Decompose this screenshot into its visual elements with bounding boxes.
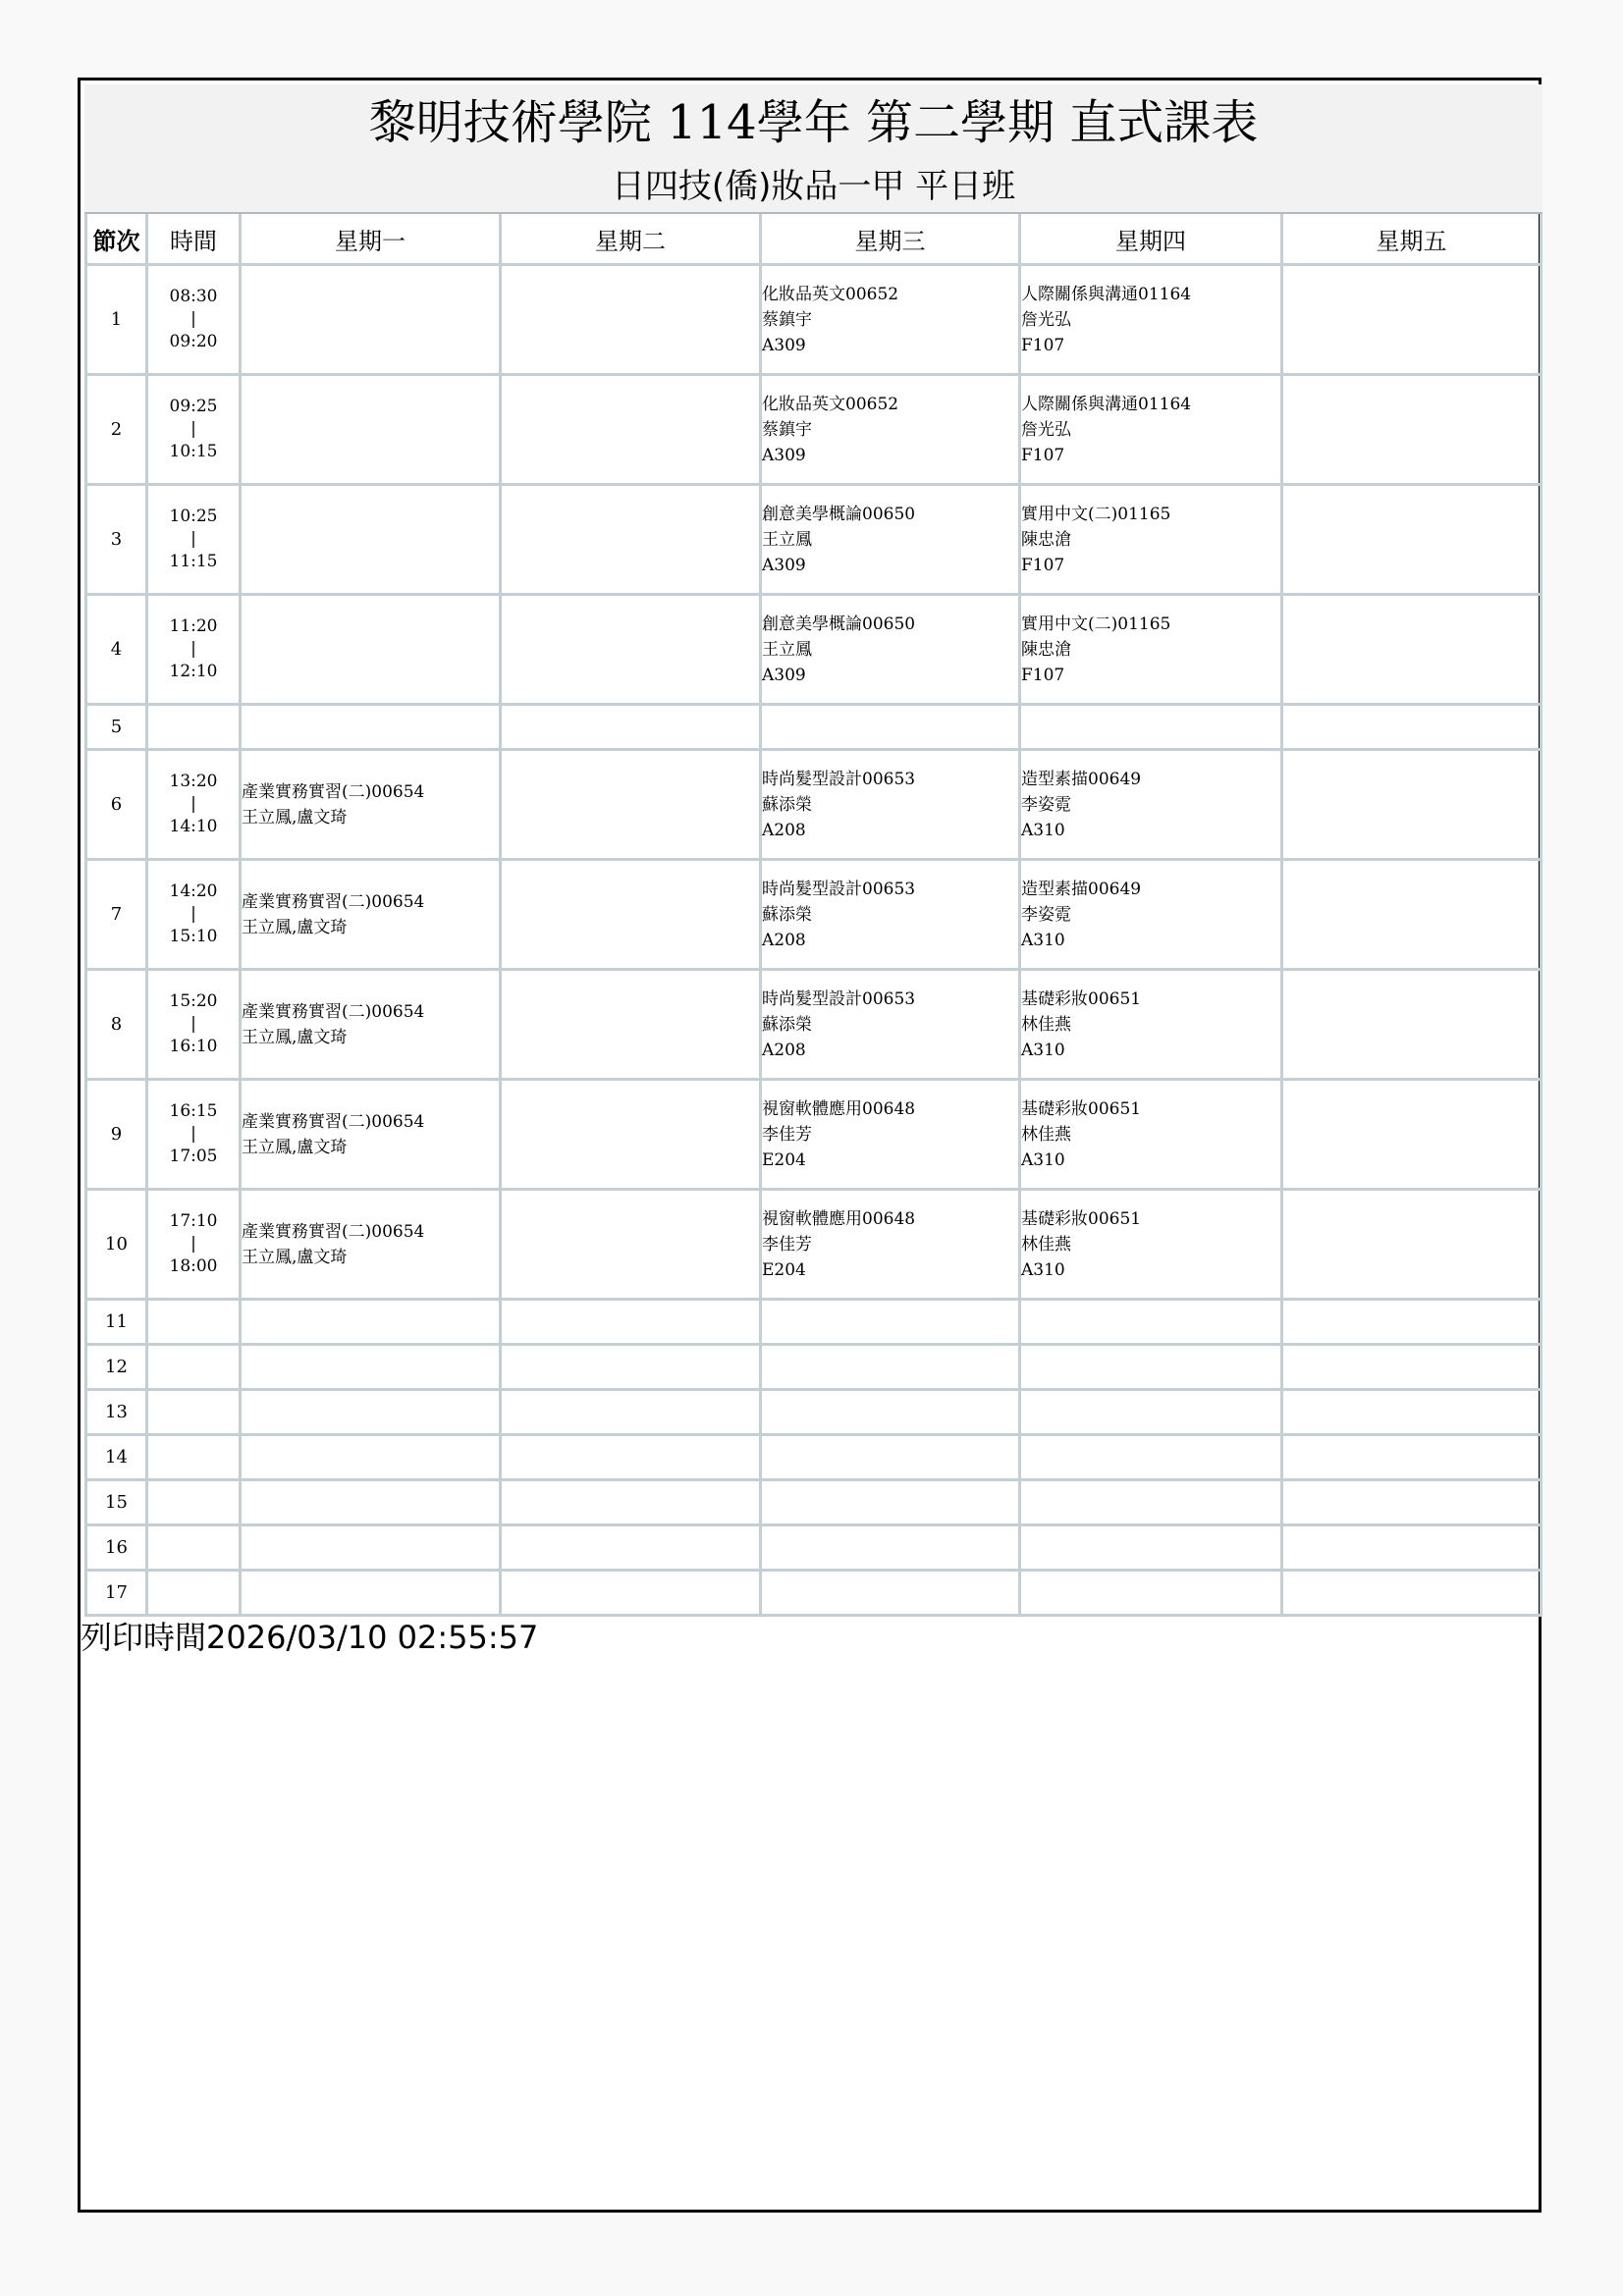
course-cell-thursday xyxy=(1021,266,1283,376)
time-line: 10:25 xyxy=(169,507,218,526)
course-cell-friday xyxy=(1283,486,1542,596)
instructor: 蘇添榮 xyxy=(762,1015,812,1035)
instructor: 王立鳳,盧文琦 xyxy=(242,1247,348,1267)
course-cell-tuesday xyxy=(502,266,762,376)
course-cell-thursday xyxy=(1021,1301,1283,1346)
course-cell-thursday xyxy=(1021,1526,1283,1572)
classroom: A309 xyxy=(762,556,806,575)
course-cell-monday xyxy=(242,596,502,706)
time-line: | xyxy=(190,1124,196,1144)
time-line: 16:10 xyxy=(169,1037,218,1056)
course-cell-friday xyxy=(1283,1481,1542,1526)
course-cell-friday xyxy=(1283,1572,1542,1617)
header-row xyxy=(84,214,1542,266)
table-row xyxy=(84,1436,1542,1481)
course-cell-thursday xyxy=(1021,1436,1283,1481)
course-cell-wednesday xyxy=(762,1481,1021,1526)
time-cell xyxy=(148,861,242,971)
course-cell-tuesday xyxy=(502,1436,762,1481)
course-cell-wednesday xyxy=(762,1436,1021,1481)
col-header-wednesday: 星期三 xyxy=(762,214,1021,266)
col-header-thursday: 星期四 xyxy=(1021,214,1283,266)
course-cell-thursday xyxy=(1021,1081,1283,1191)
course-name: 產業實務實習(二)00654 xyxy=(242,1221,425,1242)
period-cell: 17 xyxy=(84,1572,148,1617)
time-line: 11:15 xyxy=(169,552,218,571)
table-row xyxy=(84,1526,1542,1572)
time-cell xyxy=(148,1391,242,1436)
class-name: 日四技(僑)妝品一甲 平日班 xyxy=(611,167,1016,206)
time-line: 13:20 xyxy=(169,772,218,791)
course-cell-wednesday xyxy=(762,1391,1021,1436)
timetable xyxy=(84,214,1542,1617)
course-cell-friday xyxy=(1283,1346,1542,1391)
time-cell xyxy=(148,1526,242,1572)
period-cell: 16 xyxy=(84,1526,148,1572)
course-cell-thursday xyxy=(1021,861,1283,971)
course-name: 化妝品英文00652 xyxy=(762,395,899,414)
classroom: A208 xyxy=(762,821,806,840)
time-line: 09:20 xyxy=(169,332,218,351)
course-cell-wednesday xyxy=(762,1191,1021,1301)
period-cell: 4 xyxy=(84,596,148,706)
course-cell-thursday xyxy=(1021,1191,1283,1301)
course-cell-thursday xyxy=(1021,706,1283,751)
course-cell-monday xyxy=(242,266,502,376)
period-cell: 7 xyxy=(84,861,148,971)
course-cell-wednesday xyxy=(762,1526,1021,1572)
course-cell-friday xyxy=(1283,751,1542,861)
course-cell-wednesday xyxy=(762,706,1021,751)
classroom: F107 xyxy=(1021,446,1065,465)
course-name: 產業實務實習(二)00654 xyxy=(242,1111,425,1132)
course-cell-tuesday xyxy=(502,1481,762,1526)
course-cell-friday xyxy=(1283,861,1542,971)
course-cell-thursday xyxy=(1021,1346,1283,1391)
course-cell-friday xyxy=(1283,1191,1542,1301)
course-name: 實用中文(二)01165 xyxy=(1021,614,1171,634)
table-row xyxy=(84,861,1542,971)
instructor: 王立鳳 xyxy=(762,640,812,660)
classroom: A309 xyxy=(762,446,806,465)
time-cell xyxy=(148,1191,242,1301)
time-cell xyxy=(148,971,242,1081)
course-name: 產業實務實習(二)00654 xyxy=(242,781,425,802)
course-name: 時尚髮型設計00653 xyxy=(762,989,916,1009)
instructor: 詹光弘 xyxy=(1021,420,1071,440)
period-cell: 10 xyxy=(84,1191,148,1301)
classroom: F107 xyxy=(1021,336,1065,355)
period-cell: 6 xyxy=(84,751,148,861)
course-cell-friday xyxy=(1283,596,1542,706)
time-line: | xyxy=(190,1234,196,1254)
table-row xyxy=(84,1301,1542,1346)
time-line: 16:15 xyxy=(169,1101,218,1121)
course-cell-wednesday xyxy=(762,376,1021,486)
course-cell-friday xyxy=(1283,971,1542,1081)
course-name: 創意美學概論00650 xyxy=(762,505,916,524)
classroom: F107 xyxy=(1021,666,1065,685)
period-cell: 1 xyxy=(84,266,148,376)
table-row xyxy=(84,376,1542,486)
course-cell-wednesday xyxy=(762,1346,1021,1391)
time-line: 10:15 xyxy=(169,442,218,461)
instructor: 林佳燕 xyxy=(1021,1125,1071,1145)
course-cell-monday xyxy=(242,706,502,751)
course-cell-tuesday xyxy=(502,1526,762,1572)
timetable-body xyxy=(84,266,1542,1617)
period-cell: 11 xyxy=(84,1301,148,1346)
time-line: | xyxy=(190,1014,196,1034)
course-cell-friday xyxy=(1283,376,1542,486)
course-cell-wednesday xyxy=(762,971,1021,1081)
course-name: 時尚髮型設計00653 xyxy=(762,880,916,899)
course-name: 創意美學概論00650 xyxy=(762,614,916,634)
course-cell-monday xyxy=(242,1481,502,1526)
title-school: 黎明技術學院 xyxy=(368,95,652,150)
course-cell-wednesday xyxy=(762,1081,1021,1191)
instructor: 王立鳳,盧文琦 xyxy=(242,1137,348,1157)
table-row xyxy=(84,1391,1542,1436)
course-cell-friday xyxy=(1283,1436,1542,1481)
time-line: | xyxy=(190,904,196,924)
course-cell-wednesday xyxy=(762,1301,1021,1346)
period-cell: 2 xyxy=(84,376,148,486)
classroom: A310 xyxy=(1021,1150,1065,1170)
table-row xyxy=(84,1081,1542,1191)
time-line: 09:25 xyxy=(169,397,218,416)
course-name: 基礎彩妝00651 xyxy=(1021,1099,1142,1119)
instructor: 李佳芳 xyxy=(762,1125,812,1145)
instructor: 蘇添榮 xyxy=(762,795,812,815)
table-row xyxy=(84,1481,1542,1526)
time-line: | xyxy=(190,309,196,329)
instructor: 李姿霓 xyxy=(1021,905,1071,925)
course-cell-friday xyxy=(1283,1391,1542,1436)
classroom: A310 xyxy=(1021,1260,1065,1280)
instructor: 蘇添榮 xyxy=(762,905,812,925)
course-cell-monday xyxy=(242,1391,502,1436)
classroom: A310 xyxy=(1021,821,1065,840)
time-cell xyxy=(148,1481,242,1526)
instructor: 陳忠滄 xyxy=(1021,640,1071,660)
table-row xyxy=(84,1191,1542,1301)
classroom: A309 xyxy=(762,666,806,685)
classroom: A310 xyxy=(1021,1041,1065,1060)
course-name: 基礎彩妝00651 xyxy=(1021,1209,1142,1229)
course-cell-monday xyxy=(242,1081,502,1191)
instructor: 陳忠滄 xyxy=(1021,530,1071,550)
col-header-period: 節次 xyxy=(84,214,148,266)
time-cell xyxy=(148,1346,242,1391)
time-line: | xyxy=(190,794,196,814)
course-cell-friday xyxy=(1283,1081,1542,1191)
time-cell xyxy=(148,376,242,486)
time-line: | xyxy=(190,639,196,659)
classroom: E204 xyxy=(762,1150,806,1170)
classroom: A208 xyxy=(762,931,806,950)
time-cell xyxy=(148,486,242,596)
course-cell-wednesday xyxy=(762,1572,1021,1617)
period-cell: 15 xyxy=(84,1481,148,1526)
course-cell-tuesday xyxy=(502,1391,762,1436)
course-cell-monday xyxy=(242,971,502,1081)
time-line: | xyxy=(190,419,196,439)
course-cell-thursday xyxy=(1021,751,1283,861)
course-cell-tuesday xyxy=(502,1081,762,1191)
instructor: 李姿霓 xyxy=(1021,795,1071,815)
time-cell xyxy=(148,266,242,376)
table-row xyxy=(84,706,1542,751)
time-line: 18:00 xyxy=(169,1256,218,1276)
course-cell-tuesday xyxy=(502,706,762,751)
table-row xyxy=(84,1346,1542,1391)
course-cell-wednesday xyxy=(762,486,1021,596)
course-cell-wednesday xyxy=(762,266,1021,376)
time-cell xyxy=(148,1081,242,1191)
course-cell-monday xyxy=(242,1191,502,1301)
table-row xyxy=(84,971,1542,1081)
instructor: 蔡鎮宇 xyxy=(762,310,812,330)
course-name: 視窗軟體應用00648 xyxy=(762,1099,916,1119)
time-cell xyxy=(148,751,242,861)
course-cell-monday xyxy=(242,1346,502,1391)
course-name: 造型素描00649 xyxy=(1021,880,1142,899)
period-cell: 5 xyxy=(84,706,148,751)
table-row xyxy=(84,751,1542,861)
course-cell-tuesday xyxy=(502,751,762,861)
period-cell: 8 xyxy=(84,971,148,1081)
course-cell-tuesday xyxy=(502,1191,762,1301)
course-cell-monday xyxy=(242,376,502,486)
course-cell-tuesday xyxy=(502,1346,762,1391)
course-name: 產業實務實習(二)00654 xyxy=(242,891,425,912)
table-row xyxy=(84,596,1542,706)
schedule-header xyxy=(84,84,1542,214)
course-cell-wednesday xyxy=(762,861,1021,971)
time-line: 08:30 xyxy=(169,287,218,306)
course-name: 基礎彩妝00651 xyxy=(1021,989,1142,1009)
instructor: 林佳燕 xyxy=(1021,1015,1071,1035)
course-cell-tuesday xyxy=(502,596,762,706)
course-cell-monday xyxy=(242,1572,502,1617)
course-cell-friday xyxy=(1283,706,1542,751)
course-cell-friday xyxy=(1283,266,1542,376)
course-cell-wednesday xyxy=(762,596,1021,706)
course-name: 視窗軟體應用00648 xyxy=(762,1209,916,1229)
period-cell: 14 xyxy=(84,1436,148,1481)
col-header-monday: 星期一 xyxy=(242,214,502,266)
title-semester: 學年 第二學期 直式課表 xyxy=(756,95,1259,150)
course-cell-monday xyxy=(242,1526,502,1572)
course-cell-wednesday xyxy=(762,751,1021,861)
time-line: 15:10 xyxy=(169,927,218,946)
course-cell-tuesday xyxy=(502,971,762,1081)
course-cell-monday xyxy=(242,1436,502,1481)
time-cell xyxy=(148,1301,242,1346)
instructor: 王立鳳,盧文琦 xyxy=(242,1027,348,1047)
classroom: A309 xyxy=(762,336,806,355)
col-header-tuesday: 星期二 xyxy=(502,214,762,266)
time-line: 17:10 xyxy=(169,1211,218,1231)
course-cell-tuesday xyxy=(502,1301,762,1346)
title-year: 114 xyxy=(667,95,757,150)
instructor: 王立鳳,盧文琦 xyxy=(242,917,348,937)
period-cell: 3 xyxy=(84,486,148,596)
print-timestamp: 列印時間2026/03/10 02:55:57 xyxy=(81,1619,539,1656)
course-cell-thursday xyxy=(1021,1481,1283,1526)
table-row xyxy=(84,486,1542,596)
course-name: 實用中文(二)01165 xyxy=(1021,505,1171,524)
course-cell-thursday xyxy=(1021,486,1283,596)
course-cell-thursday xyxy=(1021,596,1283,706)
time-line: 15:20 xyxy=(169,991,218,1011)
classroom: F107 xyxy=(1021,556,1065,575)
time-cell xyxy=(148,1572,242,1617)
schedule-frame xyxy=(78,78,1542,2213)
period-cell: 13 xyxy=(84,1391,148,1436)
page-title xyxy=(84,94,1542,151)
col-header-friday: 星期五 xyxy=(1283,214,1542,266)
table-row xyxy=(84,1572,1542,1617)
time-line: 14:10 xyxy=(169,817,218,836)
instructor: 王立鳳 xyxy=(762,530,812,550)
course-cell-tuesday xyxy=(502,486,762,596)
course-name: 人際關係與溝通01164 xyxy=(1021,395,1192,414)
classroom: A310 xyxy=(1021,931,1065,950)
period-cell: 12 xyxy=(84,1346,148,1391)
course-name: 化妝品英文00652 xyxy=(762,285,899,304)
instructor: 王立鳳,盧文琦 xyxy=(242,807,348,828)
course-cell-monday xyxy=(242,861,502,971)
instructor: 李佳芳 xyxy=(762,1235,812,1255)
course-name: 時尚髮型設計00653 xyxy=(762,770,916,789)
time-line: | xyxy=(190,529,196,549)
course-cell-thursday xyxy=(1021,1391,1283,1436)
time-line: 12:10 xyxy=(169,662,218,681)
course-cell-monday xyxy=(242,751,502,861)
course-cell-monday xyxy=(242,486,502,596)
course-name: 造型素描00649 xyxy=(1021,770,1142,789)
time-cell xyxy=(148,706,242,751)
time-line: 11:20 xyxy=(169,616,218,636)
course-cell-thursday xyxy=(1021,376,1283,486)
classroom: A208 xyxy=(762,1041,806,1060)
course-cell-tuesday xyxy=(502,1572,762,1617)
course-cell-thursday xyxy=(1021,1572,1283,1617)
course-name: 產業實務實習(二)00654 xyxy=(242,1001,425,1022)
course-name: 人際關係與溝通01164 xyxy=(1021,285,1192,304)
instructor: 詹光弘 xyxy=(1021,310,1071,330)
instructor: 林佳燕 xyxy=(1021,1235,1071,1255)
course-cell-tuesday xyxy=(502,861,762,971)
course-cell-tuesday xyxy=(502,376,762,486)
time-line: 17:05 xyxy=(169,1147,218,1166)
classroom: E204 xyxy=(762,1260,806,1280)
course-cell-thursday xyxy=(1021,971,1283,1081)
course-cell-friday xyxy=(1283,1526,1542,1572)
period-cell: 9 xyxy=(84,1081,148,1191)
time-cell xyxy=(148,1436,242,1481)
time-cell xyxy=(148,596,242,706)
instructor: 蔡鎮宇 xyxy=(762,420,812,440)
course-cell-monday xyxy=(242,1301,502,1346)
course-cell-friday xyxy=(1283,1301,1542,1346)
col-header-time: 時間 xyxy=(148,214,242,266)
table-row xyxy=(84,266,1542,376)
time-line: 14:20 xyxy=(169,881,218,901)
